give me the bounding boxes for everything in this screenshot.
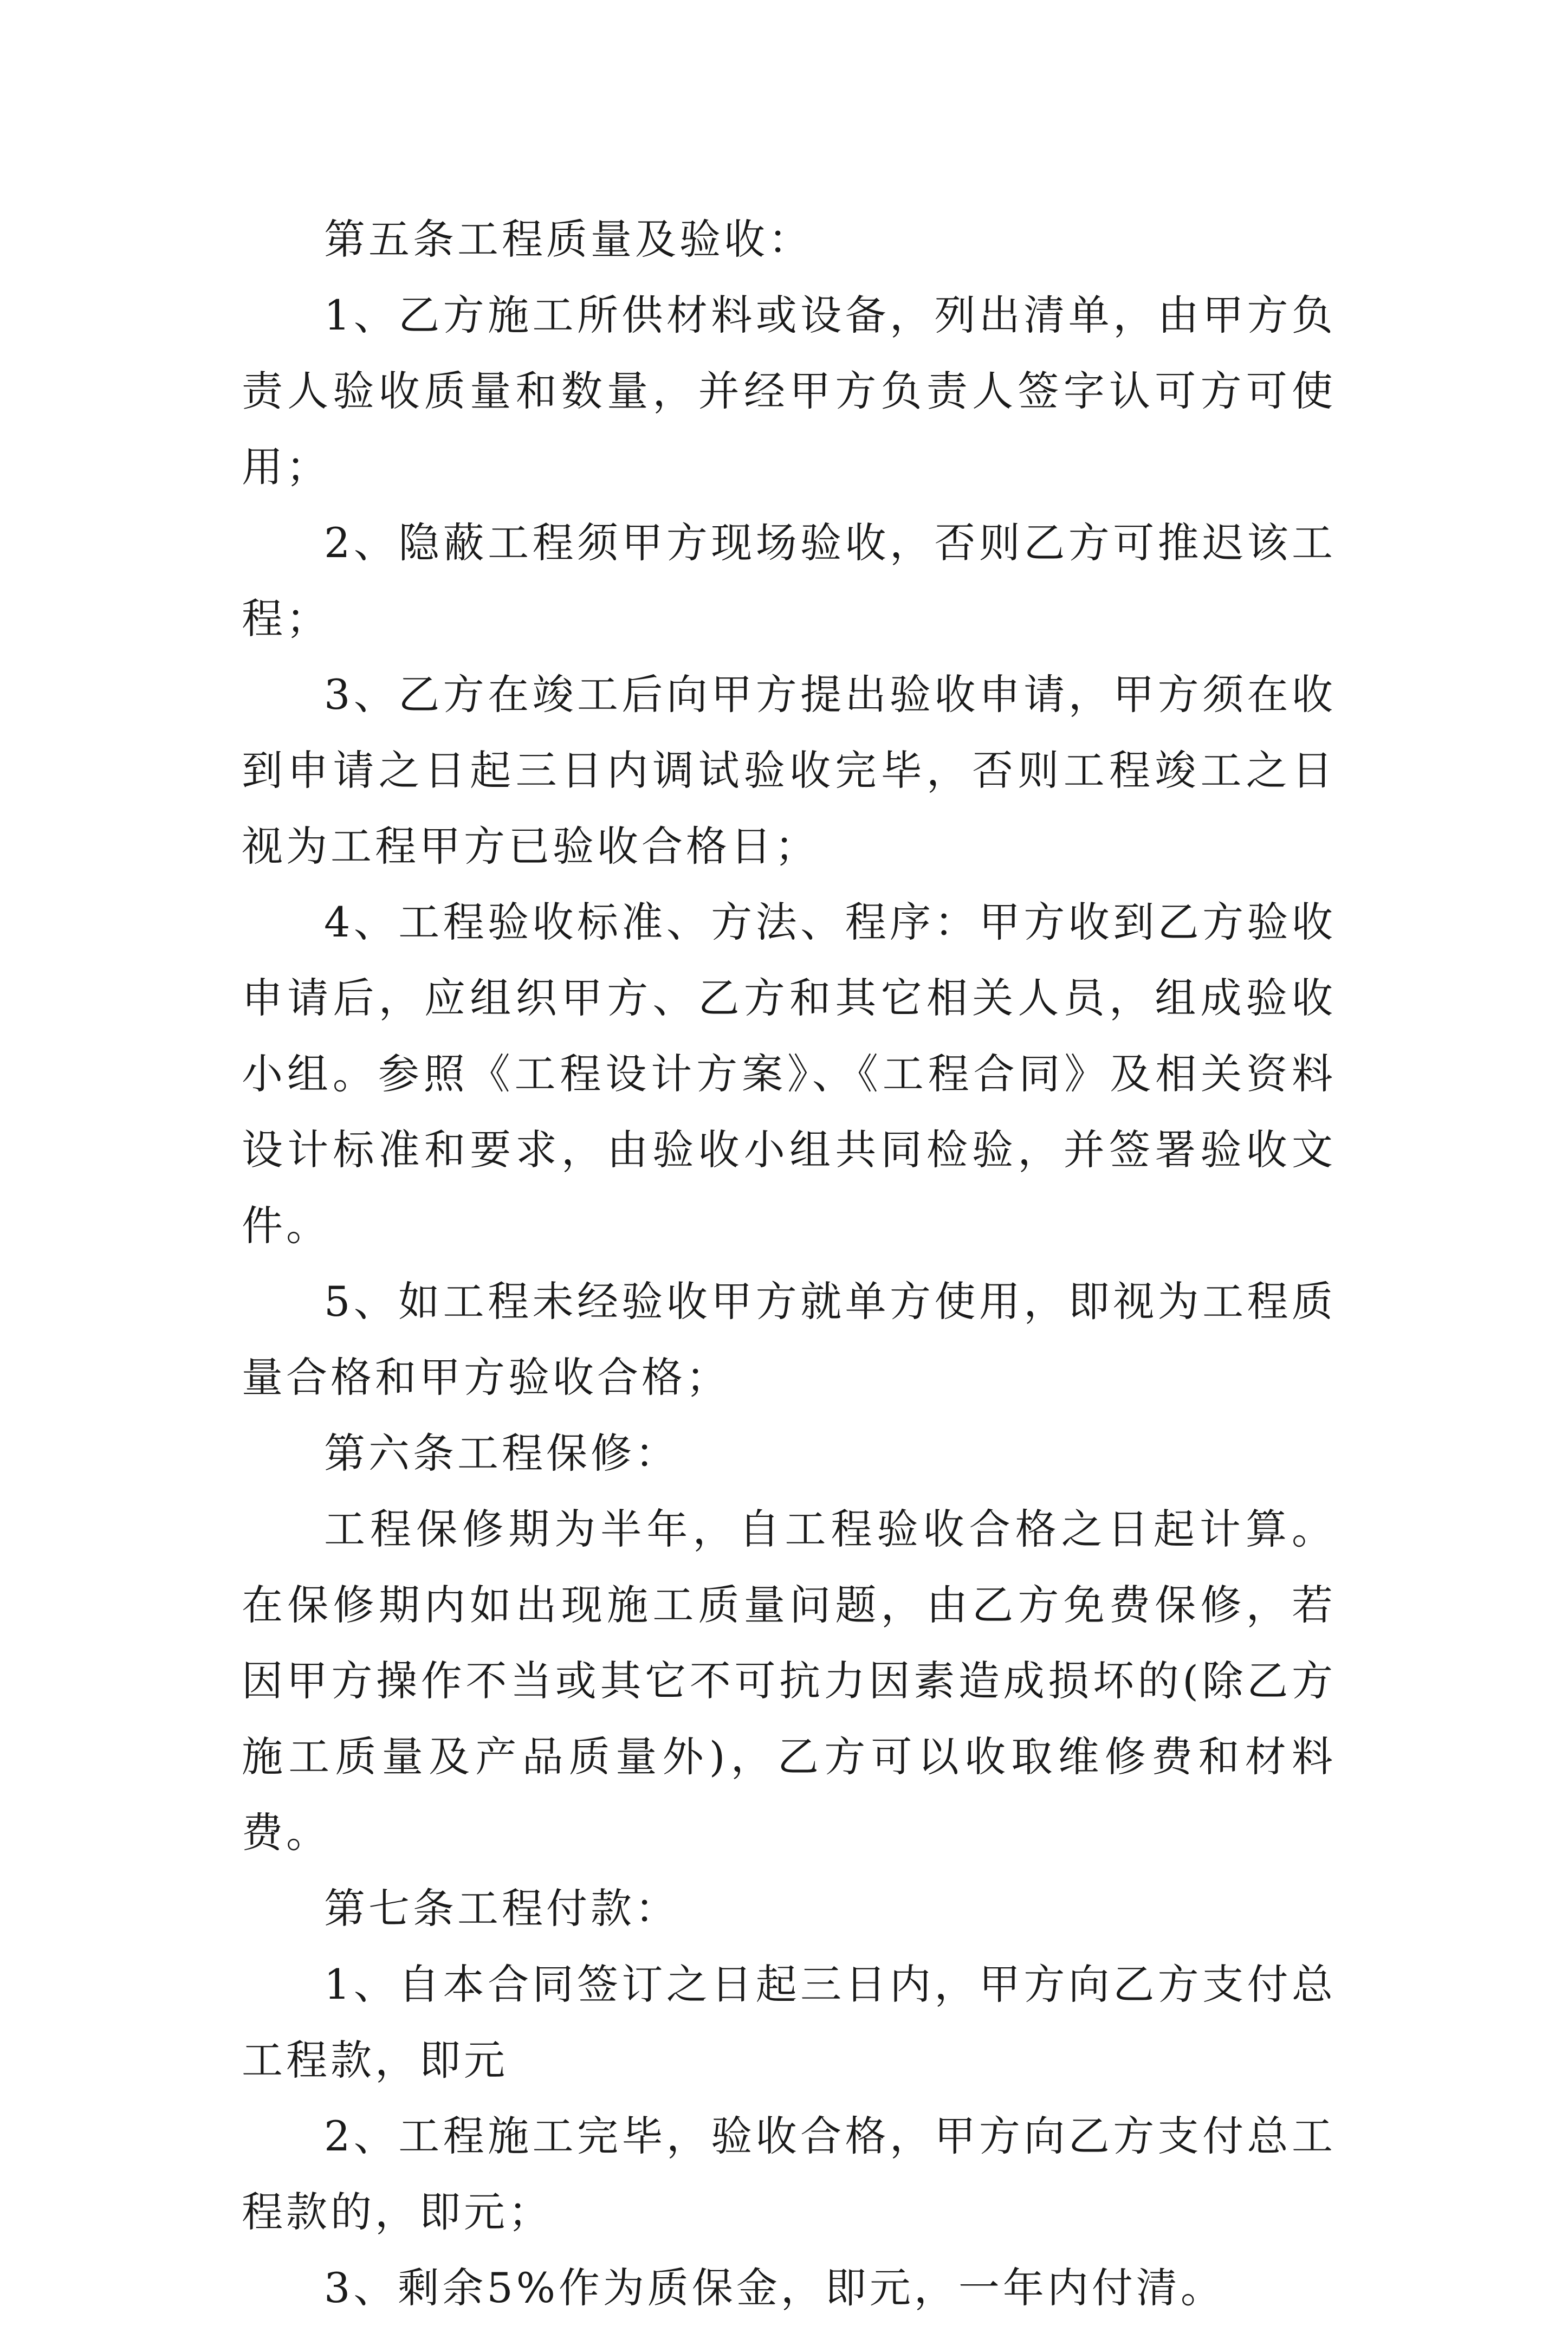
clause-paragraph: 2、隐蔽工程须甲方现场验收，否则乙方可推迟该工程； [242,519,1336,643]
section-heading-quality-acceptance: 第五条工程质量及验收： [324,215,813,263]
clause-paragraph: 4、工程验收标准、方法、程序：甲方收到乙方验收申请后，应组织甲方、乙方和其它相关人员，组成验收小组。参照《工程设计方案》、《工程合同》及相关资料设计标准和要求，由验收小组共同检验，并签署验收文件。 [242,898,1336,1250]
clause-paragraph: 工程保修期为半年，自工程验收合格之日起计算。在保修期内如出现施工质量问题，由乙方免费保修，若因甲方操作不当或其它不可抗力因素造成损坏的(除乙方施工质量及产品质量外)，乙方可以收取维修费和材料费。 [242,1505,1336,1857]
clause-paragraph: 2、工程施工完毕，验收合格，甲方向乙方支付总工程款的，即元； [242,2112,1336,2236]
section-heading-payment: 第七条工程付款： [324,1884,679,1933]
clause-paragraph: 5、如工程未经验收甲方就单方使用，即视为工程质量合格和甲方验收合格； [242,1277,1336,1401]
clause-paragraph: 1、自本合同签订之日起三日内，甲方向乙方支付总工程款，即元 [242,1960,1336,2084]
clause-paragraph: 1、乙方施工所供材料或设备，列出清单，由甲方负责人验收质量和数量，并经甲方负责人签字认可方可使用； [242,291,1336,491]
clause-paragraph: 3、剩余5%作为质保金，即元，一年内付清。 [324,2264,1225,2312]
document-body [242,202,1336,2326]
clause-paragraph: 3、乙方在竣工后向甲方提出验收申请，甲方须在收到申请之日起三日内调试验收完毕，否则工程竣工之日视为工程甲方已验收合格日； [242,670,1336,870]
section-heading-warranty: 第六条工程保修： [324,1429,679,1477]
